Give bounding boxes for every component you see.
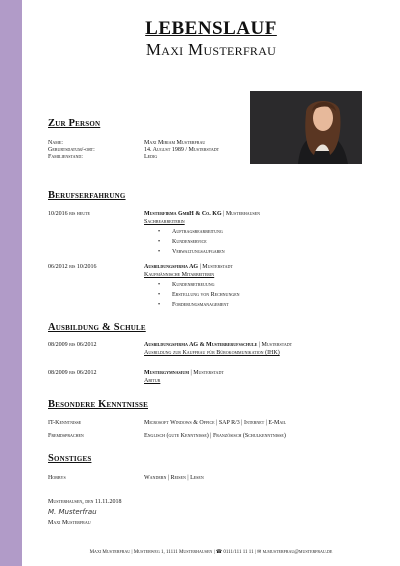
skill-value: Englisch (gute Kenntnisse) | Französisch (Schulkenntnisse) [144, 433, 286, 439]
separator: | [199, 264, 203, 270]
skill-label: IT-Kenntnisse [48, 420, 82, 426]
applicant-name: Maxi Musterfrau [145, 40, 277, 59]
separator: | [213, 550, 216, 555]
education-detail: Abitur [144, 378, 161, 384]
experience-role: Sachbearbeiterin [144, 219, 185, 225]
task-item: • Kundenbetreuung [172, 282, 215, 289]
task-item: • Verwaltungsaufgaben [172, 249, 225, 256]
education-date: 08/2009 bis 06/2012 [48, 342, 97, 348]
experience-employer [144, 264, 233, 271]
skill-value: Microsoft Windows & Office | SAP R/3 | Internet | E-Mail [144, 420, 287, 426]
separator: | [223, 211, 226, 217]
task-item: • Forderungsmanagement [172, 302, 229, 309]
experience-date: 06/2012 bis 10/2016 [48, 264, 97, 270]
profile-photo [250, 91, 362, 164]
separator: | [131, 550, 134, 555]
education-detail: Ausbildung zur Kauffrau für Bürokommunikation (IHK) [144, 350, 280, 356]
sidebar-accent [0, 0, 22, 566]
person-label: Familienstand: [48, 154, 83, 160]
phone-icon: ☎ [215, 550, 223, 555]
section-heading-education: Ausbildung & Schule [48, 322, 146, 333]
footer-address: Musterweg 1, 11111 Musterhausen [133, 550, 213, 555]
hobbies-label: Hobbys [48, 475, 66, 481]
footer-phone: 0111/111 11 11 [223, 550, 254, 555]
task-item: • Erstellung von Rechnungen [172, 292, 240, 299]
signature: M. Musterfrau [48, 508, 97, 516]
person-value: 14. August 1989 / Musterstadt [144, 147, 220, 153]
person-label: Geburtsdatum/-ort: [48, 147, 95, 153]
task-item: • Kundenservice [172, 239, 207, 246]
education-institution [144, 370, 224, 377]
signoff-name: Maxi Musterfrau [48, 520, 91, 526]
education-date: 08/2009 bis 06/2012 [48, 370, 97, 376]
separator: | [190, 370, 194, 376]
mail-icon: ✉ [257, 550, 262, 555]
task-item: • Auftragsbearbeitung [172, 229, 223, 236]
experience-role: Kaufmännische Mitarbeiterin [144, 272, 215, 278]
separator: | [258, 342, 262, 348]
cv-page [22, 0, 400, 566]
hobbies-value: Wandern | Reisen | Lesen [144, 475, 204, 481]
education-institution [144, 342, 292, 349]
experience-date: 10/2016 bis heute [48, 211, 90, 217]
section-heading-skills: Besondere Kenntnisse [48, 399, 148, 410]
experience-location: Musterstadt [202, 264, 233, 270]
person-value: Ledig [144, 154, 158, 160]
experience-employer [144, 211, 260, 218]
education-location: Musterstadt [261, 342, 293, 348]
footer-email[interactable]: m.musterfrau@musterfrau.de [262, 550, 333, 555]
education-school: Mustergymnasium [144, 370, 189, 376]
footer-name: Maxi Musterfrau [89, 550, 131, 555]
experience-company: Ausbildungsfirma AG [144, 264, 199, 270]
experience-location: Musterhausen [225, 211, 261, 217]
skill-label: Fremdsprachen [48, 433, 84, 439]
section-heading-other: Sonstiges [48, 453, 92, 464]
education-school: Ausbildungsfirma AG & Musterberufsschule [144, 342, 258, 348]
page-title: LEBENSLAUF [145, 18, 277, 39]
separator: | [254, 550, 258, 555]
person-value: Maxi Miriam Musterfrau [144, 140, 206, 146]
education-location: Musterstadt [193, 370, 224, 376]
portrait-image [250, 91, 362, 164]
place-date: Musterhausen, den 11.11.2018 [48, 499, 122, 505]
section-heading-person: Zur Person [48, 118, 101, 129]
experience-company: Musterfirma GmbH & Co. KG [144, 211, 222, 217]
section-heading-experience: Berufserfahrung [48, 190, 126, 201]
person-label: Name: [48, 140, 63, 146]
footer-contact [22, 549, 400, 555]
